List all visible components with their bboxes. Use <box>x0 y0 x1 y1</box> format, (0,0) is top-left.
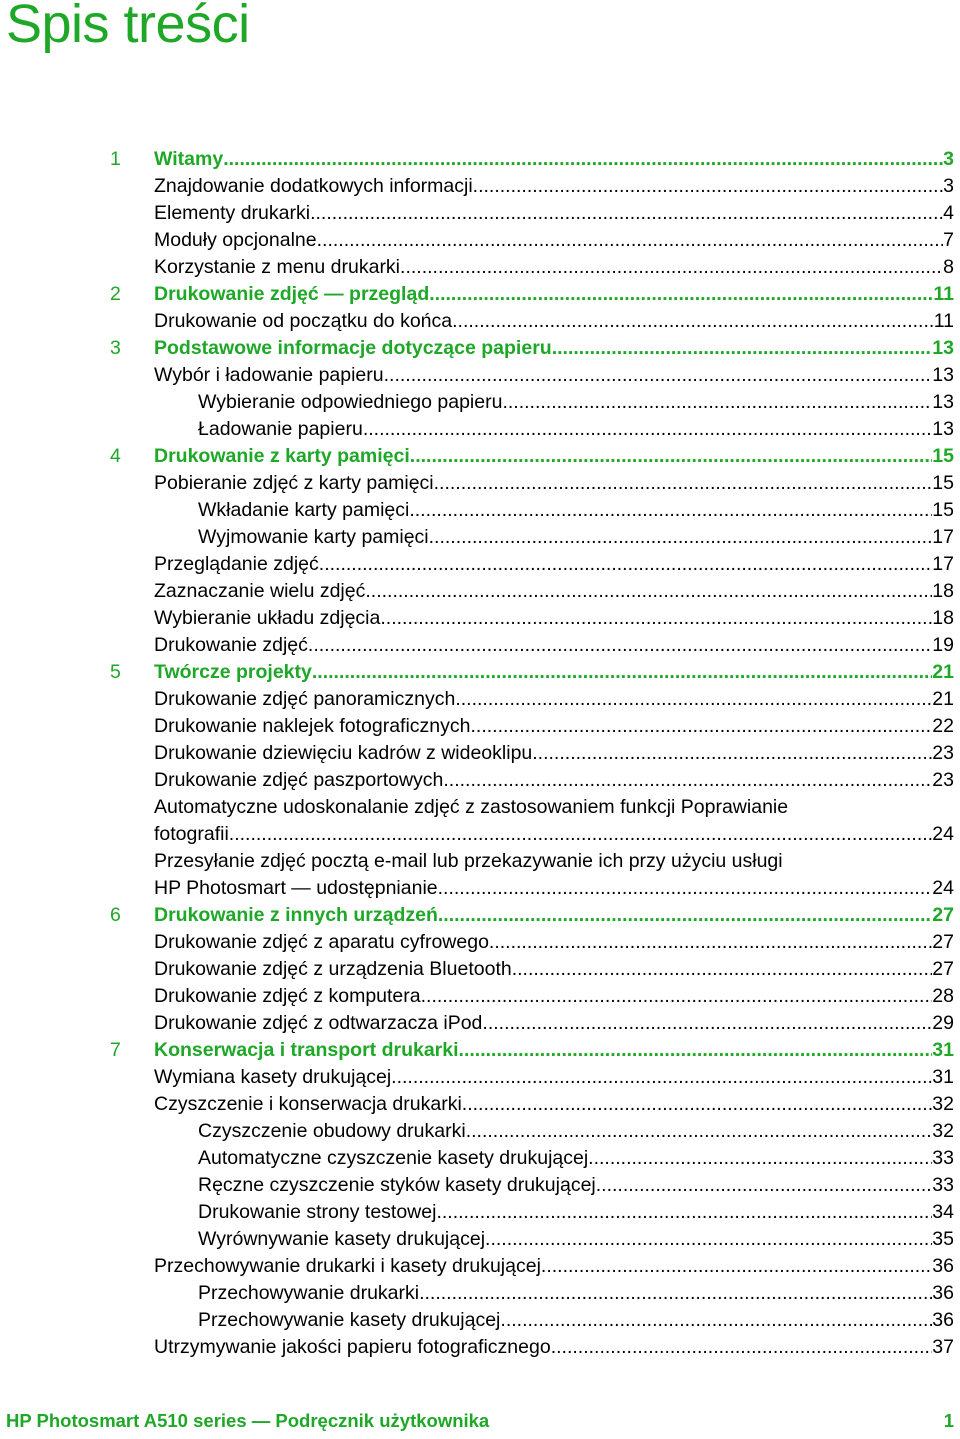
toc-section[interactable] <box>0 308 960 335</box>
toc-entry-text: Drukowanie zdjęć z odtwarzacza iPod <box>154 1012 483 1034</box>
page-title: Spis treści <box>6 0 250 54</box>
toc-page-number: 27 <box>932 931 954 953</box>
toc-entry-text: Czyszczenie obudowy drukarki <box>198 1120 466 1142</box>
toc-page-number: 17 <box>932 553 954 575</box>
toc-page-number: 13 <box>932 337 954 359</box>
dot-leader <box>588 1145 932 1172</box>
dot-leader <box>438 875 933 902</box>
chapter-number: 7 <box>110 1039 121 1061</box>
dot-leader <box>409 497 932 524</box>
dot-leader <box>317 227 944 254</box>
dot-leader <box>319 551 933 578</box>
toc-entry-text: Drukowanie z karty pamięci <box>154 445 410 467</box>
toc-page-number: 36 <box>932 1309 954 1331</box>
toc-entry-text: Wybór i ładowanie papieru <box>154 364 384 386</box>
toc-entry-text: Korzystanie z menu drukarki <box>154 256 401 278</box>
toc-chapter[interactable] <box>0 335 960 362</box>
dot-leader <box>438 902 932 929</box>
toc-page-number: 37 <box>932 1336 954 1358</box>
toc-page-number: 13 <box>932 391 954 413</box>
toc-entry-text: Wymiana kasety drukującej <box>154 1066 392 1088</box>
toc-page-number: 36 <box>932 1282 954 1304</box>
toc-entry-text: Twórcze projekty <box>154 661 312 683</box>
toc-page-number: 22 <box>932 715 954 737</box>
toc-entry-text: Automatyczne udoskonalanie zdjęć z zastosowaniem funkcji Poprawianie <box>154 796 789 818</box>
toc-entry-text: Wyrównywanie kasety drukującej <box>198 1228 486 1250</box>
dot-leader <box>473 173 943 200</box>
dot-leader <box>429 524 933 551</box>
toc-entry-text: Przechowywanie kasety drukującej <box>198 1309 501 1331</box>
toc-subsection[interactable] <box>0 1145 960 1172</box>
toc-chapter[interactable] <box>0 443 960 470</box>
toc-entry-text: Drukowanie zdjęć <box>154 634 308 656</box>
toc-section[interactable] <box>0 1010 960 1037</box>
toc-page-number: 13 <box>932 418 954 440</box>
dot-leader <box>471 713 933 740</box>
chapter-number: 4 <box>110 445 121 467</box>
toc-entry-text: Drukowanie dziewięciu kadrów z wideoklipu <box>154 742 533 764</box>
dot-leader <box>541 1253 932 1280</box>
dot-leader <box>459 1037 933 1064</box>
toc-entry-text: Drukowanie zdjęć — przegląd <box>154 283 430 305</box>
toc-entry-text: Automatyczne czyszczenie kasety drukującej <box>198 1147 589 1169</box>
toc-page-number: 3 <box>943 175 954 197</box>
toc-entry-text: Drukowanie z innych urządzeń <box>154 904 438 926</box>
toc-page-number: 27 <box>932 958 954 980</box>
toc-entry-text: Drukowanie od początku do końca <box>154 310 453 332</box>
toc-entry-text: Wyjmowanie karty pamięci <box>198 526 429 548</box>
toc-page-number: 18 <box>932 607 954 629</box>
toc-section[interactable] <box>0 1253 960 1280</box>
chapter-number: 5 <box>110 661 121 683</box>
dot-leader <box>455 686 932 713</box>
dot-leader <box>489 929 932 956</box>
dot-leader <box>452 308 934 335</box>
dot-leader <box>410 443 933 470</box>
toc-section[interactable] <box>0 767 960 794</box>
toc-entry-text: Utrzymywanie jakości papieru fotograficznego <box>154 1336 551 1358</box>
toc-section[interactable] <box>0 821 960 848</box>
dot-leader <box>482 1010 932 1037</box>
dot-leader <box>421 983 933 1010</box>
toc-page-number: 28 <box>932 985 954 1007</box>
toc-page-number: 21 <box>932 688 954 710</box>
toc-entry-first-line[interactable] <box>0 848 960 875</box>
dot-leader <box>391 1064 932 1091</box>
toc-page-number: 32 <box>932 1120 954 1142</box>
toc-section[interactable] <box>0 929 960 956</box>
toc-subsection[interactable] <box>0 524 960 551</box>
toc-section[interactable] <box>0 254 960 281</box>
dot-leader <box>380 605 932 632</box>
toc-section[interactable] <box>0 173 960 200</box>
toc-entry-text: Zaznaczanie wielu zdjęć <box>154 580 366 602</box>
dot-leader <box>419 1280 932 1307</box>
dot-leader <box>363 416 932 443</box>
dot-leader <box>308 632 932 659</box>
toc-entry-text: Drukowanie naklejek fotograficznych <box>154 715 471 737</box>
toc-page-number: 17 <box>932 526 954 548</box>
toc-entry-text: Witamy <box>154 148 224 170</box>
toc-subsection[interactable] <box>0 1307 960 1334</box>
toc-page-number: 24 <box>932 823 954 845</box>
toc-section[interactable] <box>0 200 960 227</box>
toc-page-number: 7 <box>943 229 954 251</box>
toc-chapter[interactable] <box>0 281 960 308</box>
toc-page-number: 11 <box>933 283 954 305</box>
toc-page-number: 35 <box>932 1228 954 1250</box>
toc-section[interactable] <box>0 551 960 578</box>
chapter-number: 6 <box>110 904 121 926</box>
toc-section[interactable] <box>0 686 960 713</box>
chapter-number: 2 <box>110 283 121 305</box>
chapter-number: 1 <box>110 148 121 170</box>
toc-page-number: 15 <box>932 472 954 494</box>
toc-page-number: 36 <box>932 1255 954 1277</box>
toc-section[interactable] <box>0 713 960 740</box>
toc-page-number: 23 <box>932 742 954 764</box>
toc-subsection[interactable] <box>0 389 960 416</box>
toc-section[interactable] <box>0 1334 960 1361</box>
toc-entry-text: Znajdowanie dodatkowych informacji <box>154 175 473 197</box>
toc-section[interactable] <box>0 227 960 254</box>
toc-entry-text: Drukowanie zdjęć z urządzenia Bluetooth <box>154 958 512 980</box>
toc-chapter[interactable] <box>0 146 960 173</box>
toc-page-number: 4 <box>943 202 954 224</box>
toc-page-number: 13 <box>932 364 954 386</box>
dot-leader <box>223 146 943 173</box>
dot-leader <box>310 200 943 227</box>
toc-subsection[interactable] <box>0 1172 960 1199</box>
toc-chapter[interactable] <box>0 659 960 686</box>
toc-page-number: 34 <box>932 1201 954 1223</box>
toc-subsection[interactable] <box>0 1199 960 1226</box>
toc-chapter[interactable] <box>0 902 960 929</box>
toc-entry-text: Drukowanie zdjęć z aparatu cyfrowego <box>154 931 489 953</box>
dot-leader <box>502 389 932 416</box>
toc-page-number: 3 <box>943 148 954 170</box>
toc-entry-text: Drukowanie zdjęć paszportowych <box>154 769 444 791</box>
toc-page-number: 33 <box>932 1174 954 1196</box>
toc-section[interactable] <box>0 1091 960 1118</box>
toc-chapter[interactable] <box>0 1037 960 1064</box>
toc-entry-text: Przesyłanie zdjęć pocztą e-mail lub przekazywanie ich przy użyciu usługi <box>154 850 783 872</box>
dot-leader <box>551 1334 933 1361</box>
toc-page-number: 31 <box>932 1039 954 1061</box>
toc-page-number: 8 <box>943 256 954 278</box>
toc-entry-text: Przechowywanie drukarki i kasety drukującej <box>154 1255 541 1277</box>
dot-leader <box>429 281 933 308</box>
toc-page-number: 21 <box>932 661 954 683</box>
dot-leader <box>485 1226 932 1253</box>
toc-entry-text: Ładowanie papieru <box>198 418 363 440</box>
toc-entry-text: Ręczne czyszczenie styków kasety drukującej <box>198 1174 596 1196</box>
toc-entry-text: fotografii <box>154 823 229 845</box>
footer-title: HP Photosmart A510 series — Podręcznik użytkownika <box>6 1410 490 1431</box>
dot-leader <box>400 254 943 281</box>
chapter-number: 3 <box>110 337 121 359</box>
dot-leader <box>365 578 932 605</box>
toc-entry-text: Drukowanie zdjęć panoramicznych <box>154 688 456 710</box>
toc-entry-first-line[interactable] <box>0 794 960 821</box>
toc-section[interactable] <box>0 632 960 659</box>
toc-entry-text: Drukowanie zdjęć z komputera <box>154 985 421 1007</box>
dot-leader <box>466 1118 933 1145</box>
toc-page-number: 29 <box>932 1012 954 1034</box>
dot-leader <box>462 1091 933 1118</box>
dot-leader <box>512 956 933 983</box>
toc-page-number: 31 <box>932 1066 954 1088</box>
toc-section[interactable] <box>0 956 960 983</box>
toc-subsection[interactable] <box>0 497 960 524</box>
toc-entry-text: Elementy drukarki <box>154 202 311 224</box>
toc-page-number: 27 <box>932 904 954 926</box>
toc-section[interactable] <box>0 578 960 605</box>
toc-subsection[interactable] <box>0 1280 960 1307</box>
toc-entry-text: Czyszczenie i konserwacja drukarki <box>154 1093 462 1115</box>
dot-leader <box>443 767 932 794</box>
toc-page-number: 15 <box>932 499 954 521</box>
toc-page-number: 11 <box>933 310 954 332</box>
toc-entry-text: Drukowanie strony testowej <box>198 1201 437 1223</box>
toc-entry-text: Wybieranie odpowiedniego papieru <box>198 391 503 413</box>
dot-leader <box>436 1199 932 1226</box>
toc-entry-text: Moduły opcjonalne <box>154 229 317 251</box>
toc-page-number: 15 <box>932 445 954 467</box>
toc-entry-text: Wkładanie karty pamięci <box>198 499 410 521</box>
dot-leader <box>552 335 933 362</box>
toc-subsection[interactable] <box>0 1226 960 1253</box>
dot-leader <box>532 740 932 767</box>
toc-entry-text: Wybieranie układu zdjęcia <box>154 607 381 629</box>
toc-subsection[interactable] <box>0 1118 960 1145</box>
toc-section[interactable] <box>0 470 960 497</box>
dot-leader <box>434 470 933 497</box>
toc-page-number: 23 <box>932 769 954 791</box>
toc-entry-text: Konserwacja i transport drukarki <box>154 1039 459 1061</box>
toc-entry-text: HP Photosmart — udostępnianie <box>154 877 438 899</box>
toc-page-number: 32 <box>932 1093 954 1115</box>
dot-leader <box>500 1307 932 1334</box>
toc-section[interactable] <box>0 740 960 767</box>
dot-leader <box>384 362 933 389</box>
toc-entry-text: Podstawowe informacje dotyczące papieru <box>154 337 552 359</box>
toc-page-number: 33 <box>932 1147 954 1169</box>
toc-entry-text: Przechowywanie drukarki <box>198 1282 420 1304</box>
toc-section[interactable] <box>0 983 960 1010</box>
toc-section[interactable] <box>0 362 960 389</box>
footer-page-number: 1 <box>943 1410 954 1431</box>
dot-leader <box>596 1172 933 1199</box>
dot-leader <box>229 821 933 848</box>
toc-section[interactable] <box>0 1064 960 1091</box>
toc-page-number: 18 <box>932 580 954 602</box>
toc-section[interactable] <box>0 875 960 902</box>
toc-section[interactable] <box>0 605 960 632</box>
dot-leader <box>312 659 932 686</box>
toc-page-number: 24 <box>932 877 954 899</box>
toc-subsection[interactable] <box>0 416 960 443</box>
table-of-contents <box>0 146 960 1361</box>
page-footer <box>6 1408 954 1434</box>
toc-entry-text: Pobieranie zdjęć z karty pamięci <box>154 472 434 494</box>
toc-entry-text: Przeglądanie zdjęć <box>154 553 319 575</box>
toc-page-number: 19 <box>932 634 954 656</box>
